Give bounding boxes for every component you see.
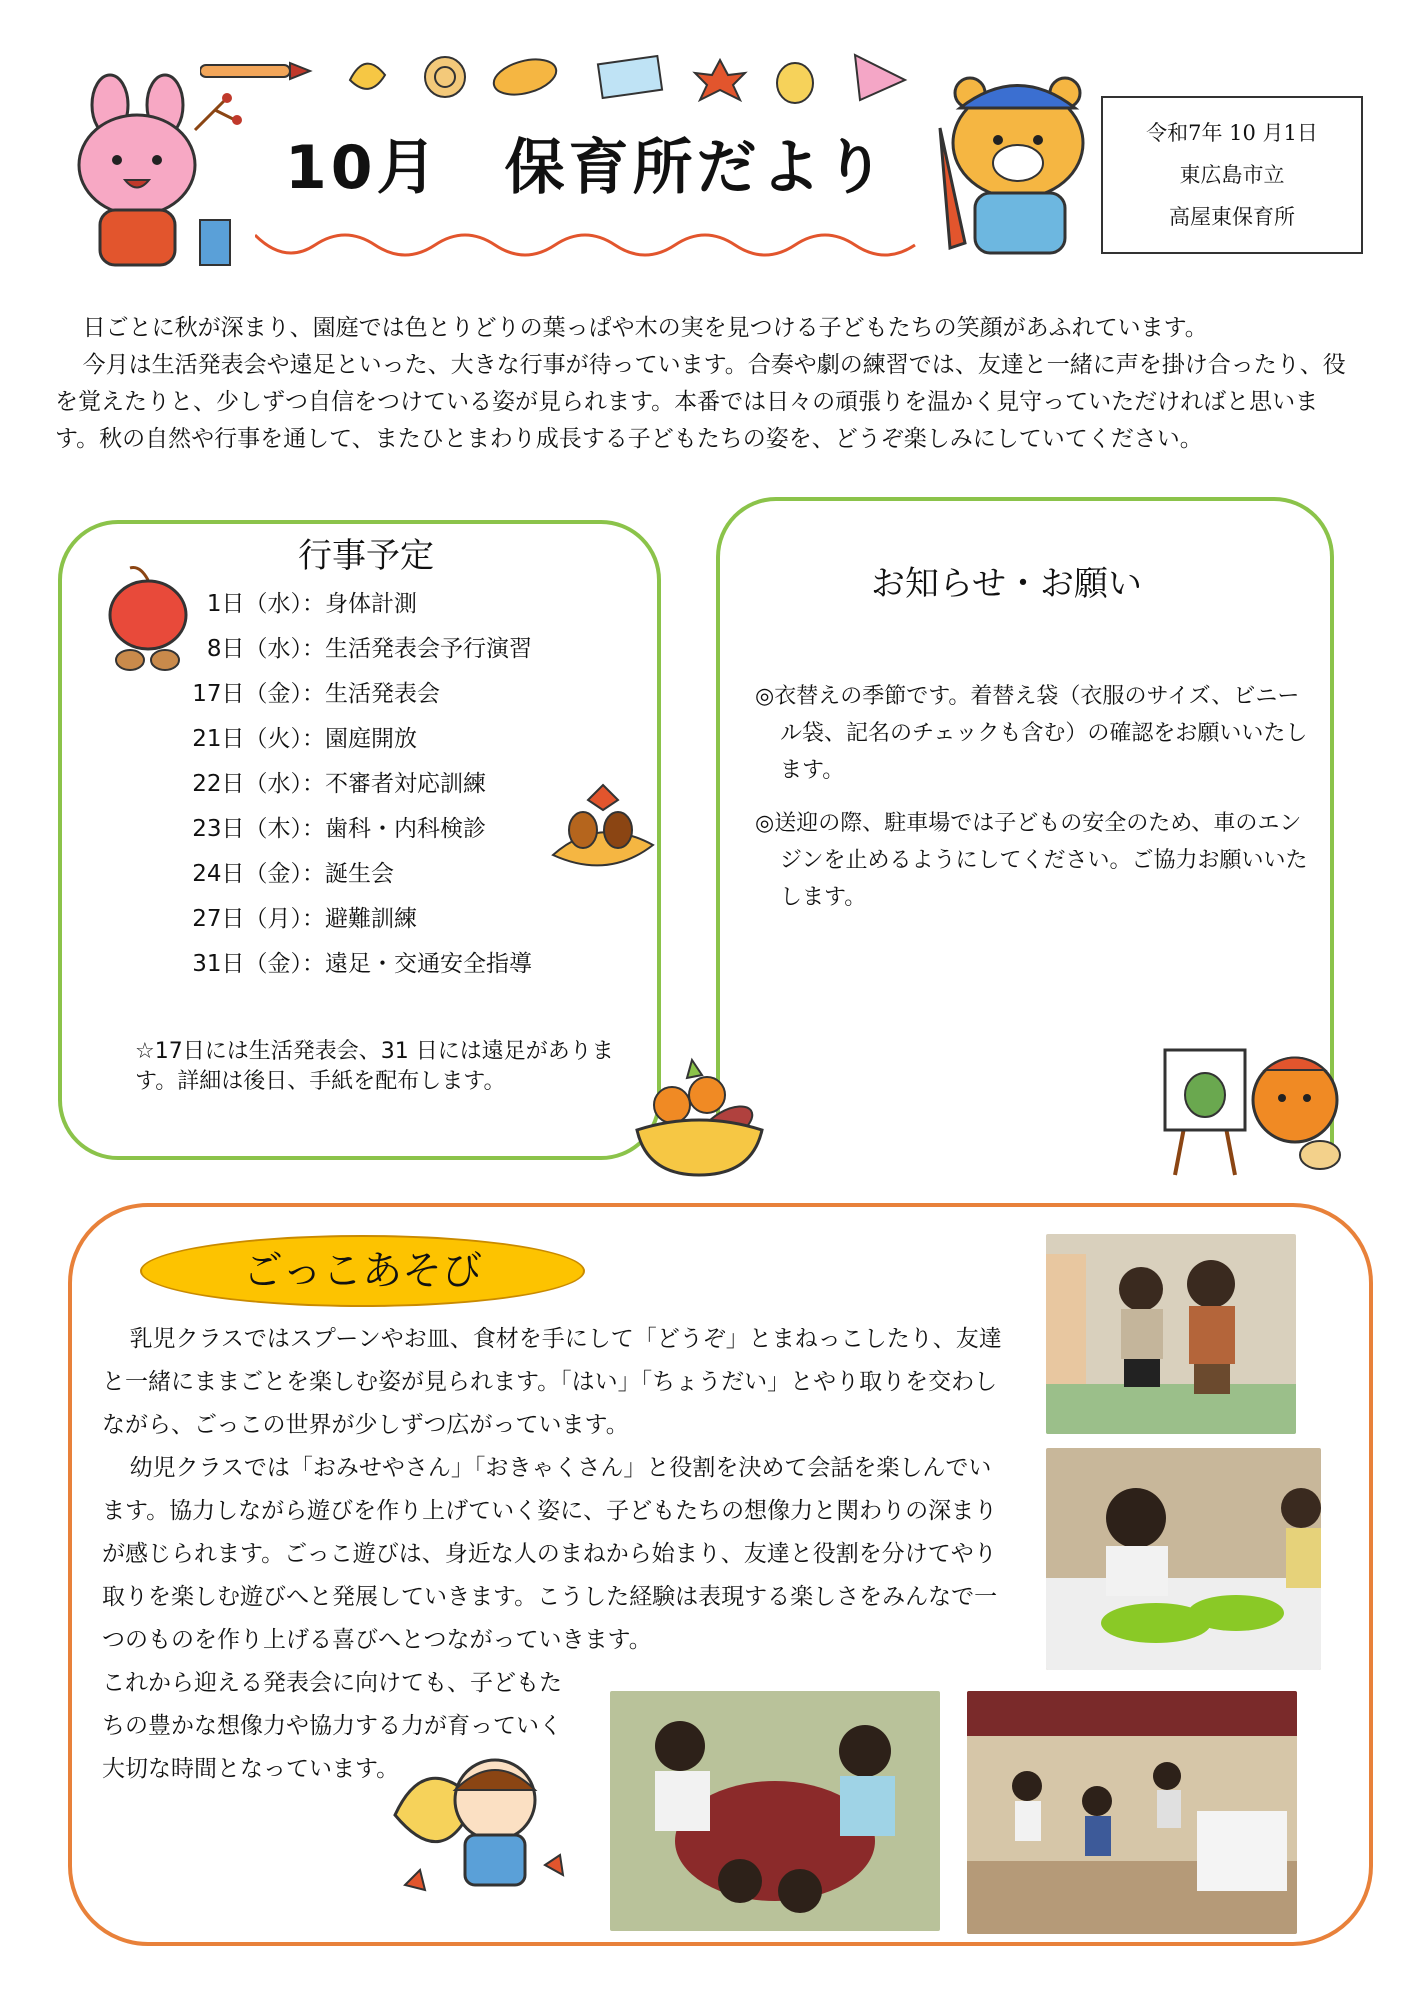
event-date: 8日（水）：: [206, 636, 325, 662]
event-row: [160, 897, 532, 942]
play-paragraph: 幼児クラスでは「おみせやさん」「おきゃくさん」と役割を決めて会話を楽しんでいます。協力しながら遊びを作り上げていく姿に、子どもたちの想像力と関わりの深まりが感じられます。ごっこ遊びは、身近な人のまねから始まり、友達と役割を分けてやり取りを楽しむ遊びへと発展していきます。こうした経験は表現する楽しさをみんなで一つのものを作り上げる喜びへとつながっていきます。: [102, 1455, 998, 1653]
events-note: ☆17日には生活発表会、31 日には遠足があります。詳細は後日、手紙を配布します。: [135, 1039, 614, 1094]
notice-item: ◎衣替えの季節です。着替え袋（衣服のサイズ、ビニール袋、記名のチェックも含む）の確認をお願いいたします。: [755, 684, 1308, 783]
event-date: 22日（水）：: [192, 771, 325, 797]
event-row: [160, 807, 532, 852]
event-name: 生活発表会予行演習: [325, 636, 532, 662]
event-date: 17日（金）：: [192, 681, 325, 707]
fruit-basket-icon: [632, 1050, 767, 1180]
event-name: 生活発表会: [325, 681, 440, 707]
event-name: 避難訓練: [325, 906, 417, 932]
event-date: 1日（水）：: [206, 591, 325, 617]
event-name: 身体計測: [325, 591, 417, 617]
bear-easel-illustration: [1155, 1040, 1350, 1180]
event-date: 31日（金）：: [192, 951, 325, 977]
photo-table-play: [1046, 1448, 1321, 1670]
snail-icon: [425, 57, 465, 97]
event-row: [160, 852, 532, 897]
intro-text: [55, 310, 1355, 458]
wavy-line-deco: [255, 215, 925, 275]
school-name: 高屋東保育所: [1169, 205, 1295, 229]
event-row: [160, 942, 532, 987]
event-row: [160, 762, 532, 807]
city-name: 東広島市立: [1179, 163, 1285, 187]
events-list: [160, 582, 532, 987]
event-name: 誕生会: [325, 861, 394, 887]
intro-paragraph: 今月は生活発表会や遠足といった、大きな行事が待っています。合奏や劇の練習では、友達と一緒に声を掛け合ったり、役を覚えたりと、少しずつ自信をつけている姿が見られます。本番では日々の頑張りを温かく見守っていただければと思います。秋の自然や行事を通して、またひとまわり成長する子どもたちの姿を、どうぞ楽しみにしていてください。: [55, 352, 1346, 452]
event-date: 24日（金）：: [192, 861, 325, 887]
issue-date: 令和7年 10 月1日: [1146, 121, 1318, 145]
event-name: 不審者対応訓練: [325, 771, 486, 797]
header-deco-row: [200, 45, 960, 115]
event-row: [160, 582, 532, 627]
photo-floor-play: [610, 1691, 940, 1931]
event-date: 21日（火）：: [192, 726, 325, 752]
acorns-leaf-icon: [548, 775, 658, 880]
play-closing-text: これから迎える発表会に向けても、子どもたちの豊かな想像力や協力する力が育っていく大切な時間となっています。: [102, 1670, 562, 1782]
event-row: [160, 672, 532, 717]
tray-icon: [598, 56, 662, 98]
bear-pencil-illustration: [930, 68, 1100, 268]
child-leaf-illustration: [385, 1745, 575, 1915]
photo-toddlers-standing: [1046, 1234, 1296, 1434]
maple-leaf-icon: [695, 60, 745, 100]
notice-item: ◎送迎の際、駐車場では子どもの安全のため、車のエンジンを止めるようにしてください。ご協力お願いいたします。: [755, 811, 1308, 910]
leaf-icon: [350, 64, 385, 89]
event-date: 27日（月）：: [192, 906, 325, 932]
event-name: 歯科・内科検診: [325, 816, 486, 842]
photo-classroom-shop: [967, 1691, 1297, 1934]
events-title: 行事予定: [298, 536, 434, 576]
intro-paragraph: 日ごとに秋が深まり、園庭では色とりどりの葉っぱや木の実を見つける子どもたちの笑顔があふれています。: [82, 315, 1208, 341]
notice-body: [755, 678, 1315, 932]
section-title: ごっこあそび: [242, 1248, 483, 1294]
date-box: [1101, 96, 1363, 254]
notice-title: お知らせ・お願い: [871, 564, 1142, 604]
event-date: 23日（木）：: [192, 816, 325, 842]
event-name: 遠足・交通安全指導: [325, 951, 532, 977]
event-row: [160, 627, 532, 672]
play-paragraph: 乳児クラスではスプーンやお皿、食材を手にして「どうぞ」とまねっこしたり、友達と一緒にままごとを楽しむ姿が見られます。「はい」「ちょうだい」とやり取りを交わしながら、ごっこの世界が少しずつ広がっています。: [102, 1326, 1002, 1438]
page-title: 10月 保育所だより: [285, 133, 889, 203]
triangle-icon: [855, 55, 905, 100]
event-row: [160, 717, 532, 762]
pretend-play-body: [102, 1318, 1014, 1662]
leaf-icon: [490, 53, 560, 100]
event-name: 園庭開放: [325, 726, 417, 752]
acorn-icon: [777, 63, 813, 103]
rabbit-illustration: [55, 70, 255, 275]
